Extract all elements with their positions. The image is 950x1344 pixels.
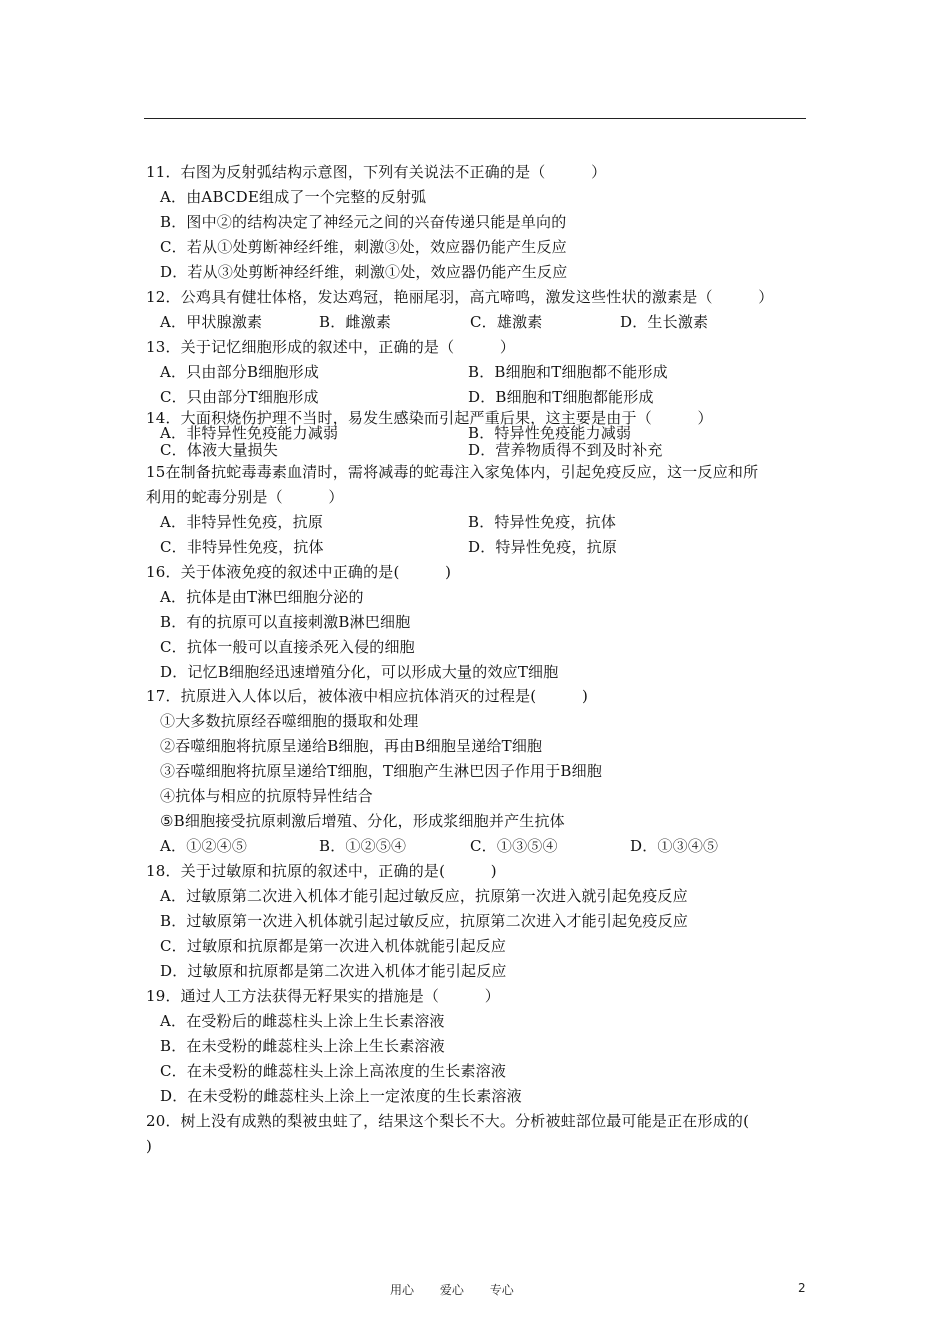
q13-option-a: A．只由部分B细胞形成 — [160, 363, 320, 381]
q15-option-b: B．特异性免疫，抗体 — [468, 513, 617, 531]
header-rule — [144, 118, 806, 119]
q17-statement-2: ②吞噬细胞将抗原呈递给B细胞，再由B细胞呈递给T细胞 — [160, 737, 543, 755]
q13-option-b: B．B细胞和T细胞都不能形成 — [468, 363, 668, 381]
q12-option-c: C．雄激素 — [470, 313, 543, 331]
q16-option-a: A．抗体是由T淋巴细胞分泌的 — [160, 588, 364, 606]
footer-slogan — [390, 1281, 536, 1298]
q17-statement-1: ①大多数抗原经吞噬细胞的摄取和处理 — [160, 712, 419, 730]
q13-option-c: C．只由部分T细胞形成 — [160, 388, 319, 406]
q17-statement-5: ⑤B细胞接受抗原刺激后增殖、分化，形成浆细胞并产生抗体 — [160, 812, 565, 830]
q19-option-a: A．在受粉后的雌蕊柱头上涂上生长素溶液 — [160, 1012, 445, 1030]
q18-option-a: A．过敏原第二次进入机体才能引起过敏反应，抗原第一次进入就引起免疫反应 — [160, 887, 688, 905]
q12-option-b: B．雌激素 — [319, 313, 392, 331]
footer-mark-3: 专心 — [489, 1283, 514, 1297]
q20-stem-line1: 20．树上没有成熟的梨被虫蛀了，结果这个梨长不大。分析被蛀部位最可能是正在形成的( — [146, 1112, 750, 1130]
q15-stem-line2: 利用的蛇毒分别是（ ） — [146, 488, 344, 506]
q17-option-d: D．①③④⑤ — [630, 837, 719, 855]
q11-stem: 11．右图为反射弧结构示意图，下列有关说法不正确的是（ ） — [146, 163, 607, 181]
q11-option-a: A．由ABCDE组成了一个完整的反射弧 — [160, 188, 427, 206]
q11-option-c: C．若从①处剪断神经纤维，刺激③处，效应器仍能产生反应 — [160, 238, 567, 256]
q13-option-d: D．B细胞和T细胞都能形成 — [468, 388, 654, 406]
q18-option-c: C．过敏原和抗原都是第一次进入机体就能引起反应 — [160, 937, 507, 955]
q16-option-d: D．记忆B细胞经迅速增殖分化，可以形成大量的效应T细胞 — [160, 663, 559, 681]
q16-option-c: C．抗体一般可以直接杀死入侵的细胞 — [160, 638, 415, 656]
q13-stem: 13．关于记忆细胞形成的叙述中，正确的是（ ） — [146, 338, 516, 356]
q18-stem: 18．关于过敏原和抗原的叙述中，正确的是( ) — [146, 862, 497, 880]
q17-statement-4: ④抗体与相应的抗原特异性结合 — [160, 787, 373, 805]
q15-stem-line1: 15在制备抗蛇毒毒素血清时，需将减毒的蛇毒注入家兔体内，引起免疫反应，这一反应和所 — [146, 463, 759, 481]
q14-stem: 14．大面积烧伤护理不当时，易发生感染而引起严重后果，这主要是由于（ ） — [146, 409, 713, 427]
q19-option-c: C．在未受粉的雌蕊柱头上涂上高浓度的生长素溶液 — [160, 1062, 507, 1080]
q12-option-a: A．甲状腺激素 — [160, 313, 263, 331]
q12-stem: 12．公鸡具有健壮体格，发达鸡冠，艳丽尾羽，高亢啼鸣，激发这些性状的激素是（ ） — [146, 288, 774, 306]
q14-option-d: D．营养物质得不到及时补充 — [468, 441, 663, 459]
q16-option-b: B．有的抗原可以直接刺激B淋巴细胞 — [160, 613, 411, 631]
q17-option-a: A．①②④⑤ — [160, 837, 248, 855]
q19-stem: 19．通过人工方法获得无籽果实的措施是（ ） — [146, 987, 500, 1005]
q11-option-d: D．若从③处剪断神经纤维，刺激①处，效应器仍能产生反应 — [160, 263, 568, 281]
q14-option-b: B．特异性免疫能力减弱 — [468, 424, 632, 442]
q15-option-d: D．特异性免疫，抗原 — [468, 538, 618, 556]
q14-option-a: A．非特异性免疫能力减弱 — [160, 424, 339, 442]
q17-stem: 17．抗原进入人体以后，被体液中相应抗体消灭的过程是( ) — [146, 687, 588, 705]
q17-statement-3: ③吞噬细胞将抗原呈递给T细胞，T细胞产生淋巴因子作用于B细胞 — [160, 762, 603, 780]
q12-option-d: D．生长激素 — [620, 313, 709, 331]
q19-option-d: D．在未受粉的雌蕊柱头上涂上一定浓度的生长素溶液 — [160, 1087, 522, 1105]
q11-option-b: B．图中②的结构决定了神经元之间的兴奋传递只能是单向的 — [160, 213, 567, 231]
footer-mark-2: 爱心 — [439, 1283, 464, 1297]
q15-option-a: A．非特异性免疫，抗原 — [160, 513, 324, 531]
page-number: 2 — [798, 1281, 806, 1295]
q18-option-b: B．过敏原第一次进入机体就引起过敏反应，抗原第二次进入才能引起免疫反应 — [160, 912, 689, 930]
q17-option-b: B．①②⑤④ — [319, 837, 407, 855]
q19-option-b: B．在未受粉的雌蕊柱头上涂上生长素溶液 — [160, 1037, 445, 1055]
q17-option-c: C．①③⑤④ — [470, 837, 558, 855]
footer-mark-1: 用心 — [390, 1283, 415, 1297]
q15-option-c: C．非特异性免疫，抗体 — [160, 538, 324, 556]
q18-option-d: D．过敏原和抗原都是第二次进入机体才能引起反应 — [160, 962, 507, 980]
q16-stem: 16．关于体液免疫的叙述中正确的是( ) — [146, 563, 452, 581]
q14-option-c: C．体液大量损失 — [160, 441, 279, 459]
q20-stem-line2: ) — [146, 1137, 153, 1155]
